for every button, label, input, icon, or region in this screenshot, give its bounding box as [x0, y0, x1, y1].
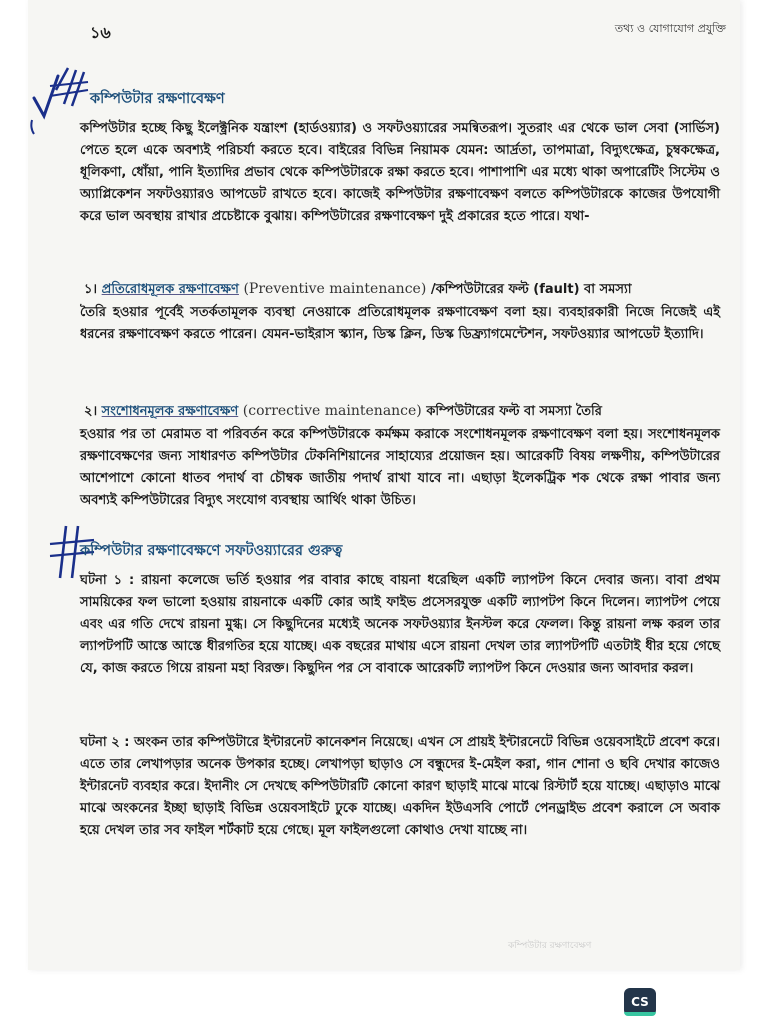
- section-title-software-importance: কম্পিউটার রক্ষণাবেক্ষণে সফটওয়্যারের গুরুত্ব: [80, 543, 343, 559]
- item-number: ২।: [84, 404, 98, 419]
- event-1-paragraph: [80, 570, 720, 720]
- preventive-paragraph: তৈরি হওয়ার পূর্বেই সতর্কতামূলক ব্যবস্থা নেওয়াকে প্রতিরোধমূলক রক্ষণাবেক্ষণ বলা হয়। ব্যবহারকারী নিজে নিজেই এই ধরনের রক্ষণাবেক্ষণ করতে পারেন। যেমন-ভাইরাস স্ক্যান, ডিস্ক ক্লিন, ডিস্ক ডিফ্র্যাগমেন্টেশন, সফটওয়্যার আপডেট ইত্যাদি।: [80, 305, 720, 342]
- maintenance-intro-paragraph: কম্পিউটার হচ্ছে কিছু ইলেক্ট্রনিক যন্ত্রাংশ (হার্ডওয়্যার) ও সফটওয়্যারের সমন্বিতরূপ। সুতরাং এর থেকে ভাল সেবা (সার্ভিস) পেতে হলে একে অবশ্যই পরিচর্যা করতে হবে। বাইরের বিভিন্ন নিয়ামক যেমন: আর্দ্রতা, তাপমাত্রা, বিদ্যুৎক্ষেত্র, চুম্বকক্ষেত্র, ধূলিকণা, ধোঁয়া, পানি ইত্যাদির প্রভাব থেকে কম্পিউটারকে রক্ষা করতে হবে। পাশাপাশি এর মধ্যে থাকা অপারেটিং সিস্টেম ও অ্যাপ্লিকেশন সফটওয়্যারও আপডেট রাখতে হবে। কাজেই কম্পিউটার রক্ষণাবেক্ষণ বলতে কম্পিউটারকে কাজের উপযোগী করে ভাল অবস্থায় রাখার প্রচেষ্টাকে বুঝায়। কম্পিউটারের রক্ষণাবেক্ষণ দুই প্রকারের হতে পারে। যথা-: [80, 121, 720, 224]
- item-number: ১।: [84, 282, 98, 297]
- event-2-text: অংকন তার কম্পিউটারে ইন্টারনেট কানেকশন নিয়েছে। এখন সে প্রায়ই ইন্টারনেটে বিভিন্ন ওয়েবসাইটে প্রবেশ করে। এতে তার লেখাপড়ার অনেক উপকার হচ্ছে। লেখাপড়া ছাড়াও সে বন্ধুদের ই-মেইল করা, গান শোনা ও ছবি দেখার কাজেও ইন্টারনেট ব্যবহার করে। ইদানীং সে দেখছে কম্পিউটারটি কোনো কারণ ছাড়াই মাঝে মাঝে রিস্টার্ট হয়ে যাচ্ছে। এছাড়াও মাঝে মাঝে অংকনের ইচ্ছা ছাড়াই বিভিন্ন ওয়েবসাইটে ঢুকে যাচ্ছে। একদিন ইউএসবি পোর্টে পেনড্রাইভ প্রবেশ করালে সে অবাক হয়ে দেখল তার সব ফাইল শর্টকাট হয়ে গেছে। মূল ফাইলগুলো কোথাও দেখা যাচ্ছে না।: [80, 735, 720, 838]
- faint-footer-text: কম্পিউটার রক্ষণাবেক্ষণ: [508, 941, 592, 951]
- section-title-maintenance: কম্পিউটার রক্ষণাবেক্ষণ: [90, 91, 225, 107]
- page-number: ১৬: [90, 23, 111, 42]
- corrective-english-term: (corrective maintenance): [242, 403, 422, 419]
- event-2-label: ঘটনা ২ :: [80, 735, 130, 750]
- preventive-english-term: (Preventive maintenance): [243, 281, 427, 297]
- event-1-text: রায়না কলেজে ভর্তি হওয়ার পর বাবার কাছে বায়না ধরেছিল একটি ল্যাপটপ কিনে দেবার জন্য। বাবা প্রথম সাময়িকের ফল ভালো হওয়ায় রায়নাকে একটি কোর আই ফাইভ প্রসেসরযুক্ত একটি ল্যাপটপ কিনে দিলেন। ল্যাপটপ পেয়ে এবং এর গতি দেখে রায়না মুগ্ধ। সে কিছুদিনের মধ্যেই অনেক সফটওয়্যার ইনস্টল করে ফেলল। কিন্তু রায়না লক্ষ করল তার ল্যাপটপটি আস্তে আস্তে ধীরগতির হয়ে যাচ্ছে। এক বছরের মাথায় এসে রায়না দেখল তার ল্যাপটপটি এতটাই ধীর হয়ে গেছে যে, কাজ করতে গিয়ে রায়না মহা বিরক্ত। কিছুদিন পর সে বাবাকে আরেকটি ল্যাপটপ কিনে দেওয়ার জন্য আবদার করল।: [80, 573, 720, 676]
- camscanner-logo-icon: CS: [624, 988, 656, 1016]
- event-1-label: ঘটনা ১ :: [80, 573, 135, 588]
- corrective-lead-text: কম্পিউটারের ফল্ট বা সমস্যা তৈরি: [426, 404, 602, 419]
- preventive-lead-text: /কম্পিউটারের ফল্ট (fault) বা সমস্যা: [430, 282, 632, 297]
- preventive-term: প্রতিরোধমূলক রক্ষণাবেক্ষণ: [101, 282, 239, 297]
- corrective-paragraph: হওয়ার পর তা মেরামত বা পরিবর্তন করে কম্পিউটারকে কর্মক্ষম করাকে সংশোধনমূলক রক্ষণাবেক্ষণ বলা হয়। সংশোধনমূলক রক্ষণাবেক্ষণের জন্য সাধারণত কম্পিউটার টেকনিশিয়ানের সাহায্যের প্রয়োজন হয়। আরেকটি বিষয় লক্ষণীয়, কম্পিউটারের আশেপাশে কোনো ধাতব পদার্থ বা চৌম্বক জাতীয় পদার্থ রাখা যাবে না। এছাড়া ইলেকট্রিক শক থেকে রক্ষা পাবার জন্য অবশ্যই কম্পিউটারের বিদ্যুৎ সংযোগ ব্যবস্থায় আর্থিং থাকা উচিত।: [80, 427, 720, 508]
- preventive-heading: [84, 280, 724, 301]
- document-page: [28, 0, 740, 970]
- corrective-term: সংশোধনমূলক রক্ষণাবেক্ষণ: [101, 404, 239, 419]
- page-header: [28, 14, 740, 44]
- event-2-paragraph: [80, 732, 720, 882]
- running-head: তথ্য ও যোগাযোগ প্রযুক্তি: [614, 22, 726, 35]
- corrective-heading: [84, 402, 724, 423]
